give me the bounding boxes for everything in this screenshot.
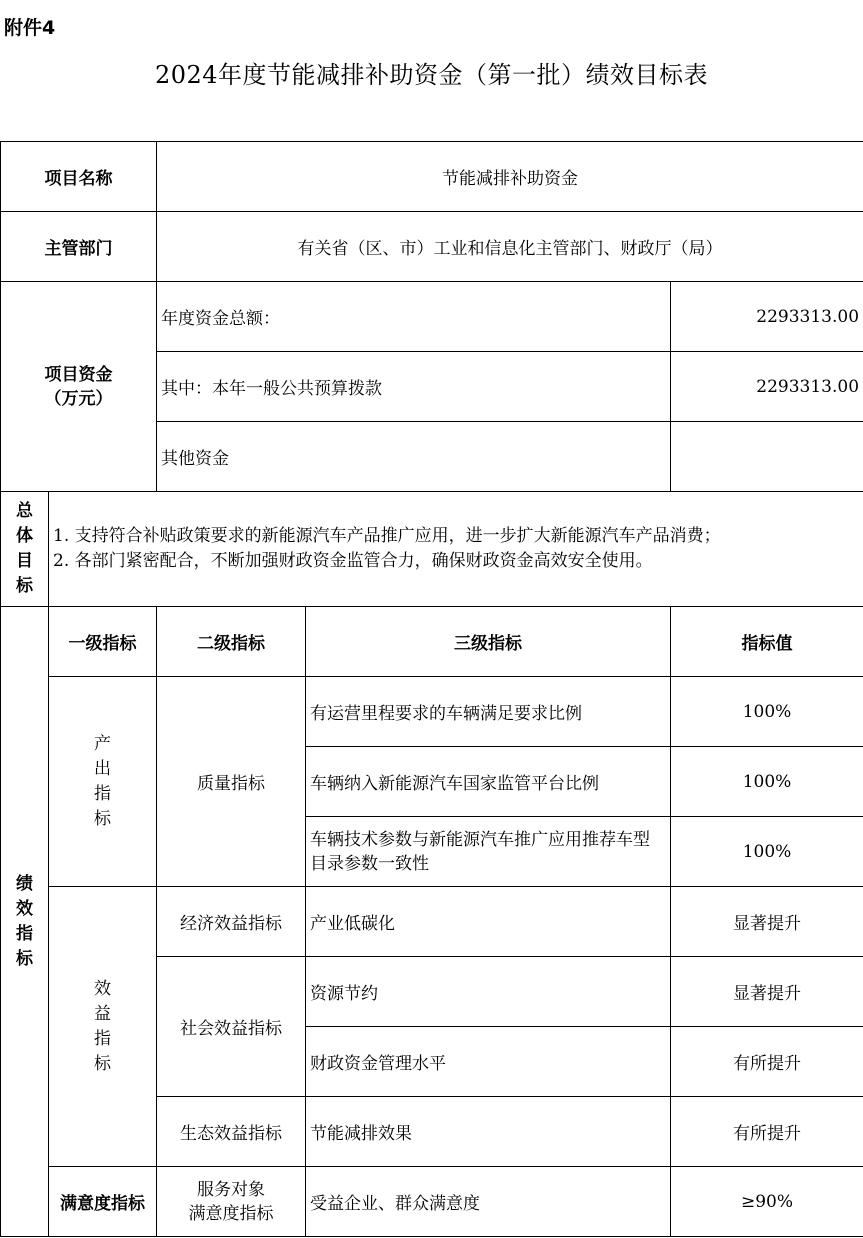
indicator-header-row [1,607,863,677]
attachment-label: 附件4 [4,17,56,39]
table-row [1,1167,863,1237]
indicator-name: 车辆技术参数与新能源汽车推广应用推荐车型目录参数一致性 [306,817,671,887]
header-level2: 二级指标 [157,607,306,677]
indicators-label [1,607,49,1237]
indicator-value: 有所提升 [671,1027,863,1097]
indicator-name: 产业低碳化 [306,887,671,957]
page-title: 2024年度节能减排补助资金（第一批）绩效目标表 [154,61,709,89]
satisfaction-level1-label: 满意度指标 [49,1167,157,1237]
social-level2-label: 社会效益指标 [157,957,306,1097]
department-row [1,212,863,282]
table-row [1,677,863,747]
header-level1: 一级指标 [49,607,157,677]
indicator-value: 显著提升 [671,957,863,1027]
indicator-name: 车辆纳入新能源汽车国家监管平台比例 [306,747,671,817]
indicator-value: 100% [671,747,863,817]
overall-goal-line-1: 1. 支持符合补贴政策要求的新能源汽车产品推广应用，进一步扩大新能源汽车产品消费； [53,526,721,546]
indicator-name: 财政资金管理水平 [306,1027,671,1097]
funds-other-label: 其他资金 [157,422,671,492]
indicator-value: 显著提升 [671,887,863,957]
funds-label-line1: 项目资金 [44,364,113,385]
project-name-value: 节能减排补助资金 [157,142,863,212]
funds-total-value: 2293313.00 [671,282,863,352]
indicator-name: 节能减排效果 [306,1097,671,1167]
department-value: 有关省（区、市）工业和信息化主管部门、财政厅（局） [157,212,863,282]
project-name-row [1,142,863,212]
output-level1-cell [49,677,157,887]
indicator-name: 资源节约 [306,957,671,1027]
header-level3: 三级指标 [306,607,671,677]
satisfaction-level2-label [157,1167,306,1237]
funds-label-line2: （万元） [44,388,113,409]
ecological-level2-label: 生态效益指标 [157,1097,306,1167]
economic-level2-label: 经济效益指标 [157,887,306,957]
output-level1-label: 产出指标 [94,733,111,829]
project-name-label: 项目名称 [1,142,157,212]
overall-goal-line-2: 2. 各部门紧密配合，不断加强财政资金监管合力，确保财政资金高效安全使用。 [53,551,653,571]
benefit-level1-cell [49,887,157,1167]
header-value: 指标值 [671,607,863,677]
overall-goal-label [1,492,49,607]
overall-goal-content [49,492,863,607]
overall-goal-row [1,492,863,607]
indicator-value: ≥90% [671,1167,863,1237]
overall-goal-label-text: 总体目标 [16,501,33,596]
department-label: 主管部门 [1,212,157,282]
funds-total-label: 年度资金总额： [157,282,671,352]
quality-level2-label: 质量指标 [157,677,306,887]
funds-other-value [671,422,863,492]
funds-budget-value: 2293313.00 [671,352,863,422]
indicator-value: 有所提升 [671,1097,863,1167]
indicator-name: 有运营里程要求的车辆满足要求比例 [306,677,671,747]
satisfaction-level2-line1: 服务对象 [197,1179,265,1200]
indicator-value: 100% [671,817,863,887]
table-row [1,887,863,957]
indicator-name: 受益企业、群众满意度 [306,1167,671,1237]
funds-label [1,282,157,492]
funds-total-row [1,282,863,352]
funds-budget-label: 其中：本年一般公共预算拨款 [157,352,671,422]
benefit-level1-label: 效益指标 [94,978,111,1074]
indicator-value: 100% [671,677,863,747]
indicators-label-text: 绩效指标 [16,873,33,969]
satisfaction-level2-line2: 满意度指标 [188,1203,274,1224]
performance-target-table [0,141,863,1237]
